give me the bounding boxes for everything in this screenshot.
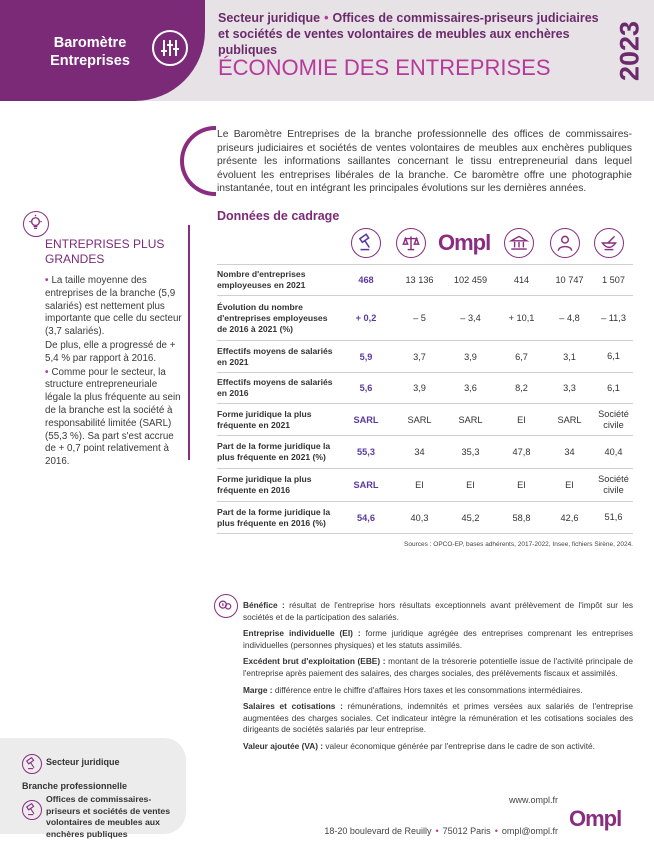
cell: 1 507 (602, 274, 625, 285)
cell: 34 (564, 447, 575, 457)
table-row (217, 501, 633, 534)
person-icon (550, 228, 580, 258)
glossary-item: Marge : différence entre le chiffre d'affaires Hors taxes et les consommations intermédiaires. (243, 684, 583, 695)
cell: 35,3 (461, 447, 480, 457)
header-sector (218, 10, 608, 58)
gavel-icon (351, 228, 381, 258)
branch-title: Branche professionnelle (22, 781, 128, 791)
table-row (217, 372, 633, 403)
lightbulb-icon (23, 211, 49, 237)
cell: 40,4 (604, 446, 623, 457)
highlight-p1: La taille moyenne des entreprises de la branche (5,9 salariés) est nettement plus importante que celle du secteur (3,7 salariés). (45, 275, 182, 338)
cell: – 4,8 (559, 313, 580, 323)
row-label: Forme juridique la plus fréquente en 2016 (217, 474, 312, 495)
address-street: 18-20 boulevard de Reuilly (324, 826, 432, 836)
glossary-term: Bénéfice (243, 600, 278, 610)
table-row (217, 468, 633, 501)
glossary-def: résultat de l'entreprise hors résultats exceptionnels avant prélèvement de l'impôt sur les sociétés et de la participation des salariés. (243, 600, 633, 622)
cell: 3,9 (413, 383, 426, 393)
cell: + 0,2 (355, 313, 377, 323)
cell: 40,3 (410, 512, 429, 523)
year-badge (606, 6, 654, 96)
sector-label: Secteur juridique (218, 11, 321, 25)
branch-value: Offices de commissaires-priseurs et sociétés de ventes volontaires de meubles aux enchères publiques (46, 794, 171, 839)
cell: – 11,3 (601, 312, 626, 323)
cell: 3,9 (464, 351, 477, 362)
separator-dot: • (324, 11, 329, 25)
glossary-item: Excédent brut d'exploitation (EBE) : montant de la trésorerie potentielle issue de l'activité principale de l'entreprise après paiement des salaires, des charges sociales, des prélèvements fiscaux et assimilés. (243, 656, 633, 678)
page-subtitle: ÉCONOMIE DES ENTREPRISES (218, 55, 551, 80)
highlight-text (45, 275, 185, 470)
glossary-item: Bénéfice : résultat de l'entreprise hors résultats exceptionnels avant prélèvement de l'impôt sur les sociétés et de la participation des salariés. (243, 600, 633, 622)
cell: SARL (407, 414, 432, 425)
brand-title: Baromètre Entreprises (50, 35, 130, 69)
cell: 3,1 (563, 351, 576, 362)
scales-icon (396, 228, 426, 258)
page-header (0, 0, 654, 101)
glossary (243, 600, 633, 758)
cell: 10 747 (555, 275, 584, 285)
glossary-item: Valeur ajoutée (VA) : valeur économique générée par l'entreprise dans le cadre de son activité. (243, 740, 595, 751)
intro-paragraph: Le Baromètre Entreprises de la branche professionnelle des offices de commissaires-priseurs judiciaires et sociétés de ventes volontaires de meubles aux enchères publiques présente les informations saillantes concernant le tissu entrepreneurial dans lequel évoluent les entreprises libérales de la branche. Ce baromètre offre une photographie instantanée, tout en intégrant les principales évolutions sur les dernières années. (217, 129, 632, 194)
glossary-item: Salaires et cotisations : rémunérations, indemnités et primes versées aux salariés de l'entreprise augmentées des charges sociales. Cet indicateur intègre la rémunération et les cotisations sociales des dirigeants de sociétés salariés par leur entreprise. (243, 701, 633, 735)
glossary-term: Excédent brut d'exploitation (EBE) (243, 656, 381, 667)
website-link[interactable]: www.ompl.fr (508, 795, 558, 805)
institution-icon (504, 228, 534, 258)
cell: 55,3 (357, 447, 375, 457)
cell: – 3,4 (460, 313, 481, 323)
cell: SARL (353, 480, 379, 490)
row-label: Effectifs moyens de salariés en 2016 (217, 377, 333, 398)
cell: 6,1 (607, 351, 620, 361)
address-city: 75012 Paris (442, 826, 491, 836)
cell: SARL (458, 414, 483, 425)
cell: 5,6 (359, 383, 373, 393)
email-link[interactable]: ompl@ompl.fr (501, 826, 558, 836)
glossary-def: valeur économique générée par l'entreprise dans le cadre de son activité. (325, 740, 595, 751)
cell: 3,3 (563, 383, 576, 393)
table-title: Données de cadrage (217, 209, 340, 223)
cell: – 5 (413, 313, 426, 323)
cell: Société civile (598, 408, 629, 430)
year-text: 2023 (614, 20, 645, 82)
cell: 5,9 (359, 351, 373, 362)
cell: 468 (358, 275, 374, 285)
table-row (217, 403, 633, 435)
gavel-icon (22, 754, 42, 774)
cell: Société civile (598, 474, 629, 495)
highlight-p3: Comme pour le secteur, la structure entrepreneuriale légale la plus fréquente au sein de la branche est la société à responsabilité limitée (SARL) (55,3 %). Sa part s'est accrue de + 0,7 point relativement à 2016. (45, 366, 181, 468)
cell: 54,6 (357, 512, 375, 523)
ompl-logo: Ompl (438, 230, 491, 255)
cell: 6,7 (515, 351, 528, 362)
cell: SARL (557, 414, 582, 425)
bracket-decoration (180, 126, 216, 196)
cell: 51,6 (604, 512, 623, 522)
branch-info-box (0, 738, 186, 839)
glossary-def: différence entre le chiffre d'affaires Hors taxes et les consommations intermédiaires. (274, 684, 583, 695)
bullet: • (45, 366, 49, 378)
row-label: Forme juridique la plus fréquente en 2021 (217, 408, 312, 430)
cell: SARL (353, 414, 379, 425)
table-row (217, 340, 633, 372)
row-label: Part de la forme juridique la plus fréquente en 2016 (%) (217, 506, 331, 528)
bullet: • (45, 275, 49, 286)
cell: EI (466, 480, 475, 490)
table-row (217, 435, 633, 468)
table-row (217, 264, 633, 295)
data-table (217, 264, 633, 534)
glossary-term: Entreprise individuelle (EI) (243, 628, 353, 639)
cell: 34 (414, 447, 425, 457)
cell: 45,2 (461, 512, 480, 523)
row-label: Nombre d'entreprises employeuses en 2021 (217, 269, 306, 290)
glossary-icon (214, 594, 238, 618)
cell: 3,6 (464, 383, 477, 393)
mortar-icon (594, 228, 624, 258)
glossary-def: forme juridique agrégée des entreprises comprenant les entreprises individuelles (personnes physiques) et les statuts assimilés. (243, 628, 634, 650)
table-row (217, 295, 633, 340)
glossary-term: Salaires et cotisations (243, 701, 336, 712)
cell: 8,2 (515, 383, 528, 393)
highlight-box (23, 225, 190, 468)
row-label: Évolution du nombre d'entreprises employeuses de 2016 à 2021 (%) (217, 301, 328, 334)
separator-dot: • (435, 826, 439, 836)
cell: EI (565, 480, 574, 490)
ompl-logo: Ompl (569, 806, 622, 831)
cell: 414 (513, 275, 530, 285)
table-sources: Sources : OPCO-EP, bases adhérents, 2017-2022, Insee, fichiers Sirène, 2024. (404, 541, 633, 548)
cell: 102 459 (453, 275, 488, 285)
cell: + 10,1 (508, 313, 535, 323)
sector-label: Secteur juridique (46, 757, 120, 767)
row-label: Part de la forme juridique la plus fréquente en 2021 (%) (217, 441, 331, 462)
cell: 58,8 (512, 512, 531, 523)
cell: 6,1 (607, 382, 620, 393)
cell: 13 136 (405, 275, 434, 285)
cell: 42,6 (560, 512, 579, 523)
brand-block (0, 0, 205, 101)
sector-detail: Offices de commissaires-priseurs judiciaires et sociétés de ventes volontaires de meubles aux enchères publiques (218, 11, 599, 57)
glossary-term: Marge (243, 684, 268, 695)
highlight-title: ENTREPRISES PLUS GRANDES (45, 237, 165, 266)
glossary-item: Entreprise individuelle (EI) : forme juridique agrégée des entreprises comprenant les entreprises individuelles (personnes physiques) et les statuts assimilés. (243, 628, 634, 650)
row-label: Effectifs moyens de salariés en 2021 (217, 345, 333, 367)
glossary-term: Valeur ajoutée (VA) (243, 740, 318, 751)
glossary-def: montant de la trésorerie potentielle issue de l'activité principale de l'entreprise après paiement des salaires, des charges sociales, des prélèvements fiscaux et assimilés. (243, 656, 633, 678)
separator-dot: • (494, 826, 498, 836)
cell: 3,7 (413, 351, 426, 362)
equalizer-icon (152, 30, 188, 66)
cell: 47,8 (512, 447, 531, 457)
highlight-p2: De plus, elle a progressé de + 5,4 % par rapport à 2016. (45, 339, 176, 364)
cell: EI (415, 480, 424, 490)
column-icons (336, 226, 634, 262)
gavel-icon (22, 800, 42, 820)
footer-address (296, 826, 558, 836)
glossary-def: rémunérations, indemnités et primes versées aux salariés de l'entreprise augmentées des charges sociales. Cet indicateur intègre la rémunération et les cotisations sociales des dirigeants de sociétés salariés par leur entreprise. (243, 701, 633, 735)
cell: EI (517, 480, 526, 490)
cell: EI (517, 414, 526, 425)
